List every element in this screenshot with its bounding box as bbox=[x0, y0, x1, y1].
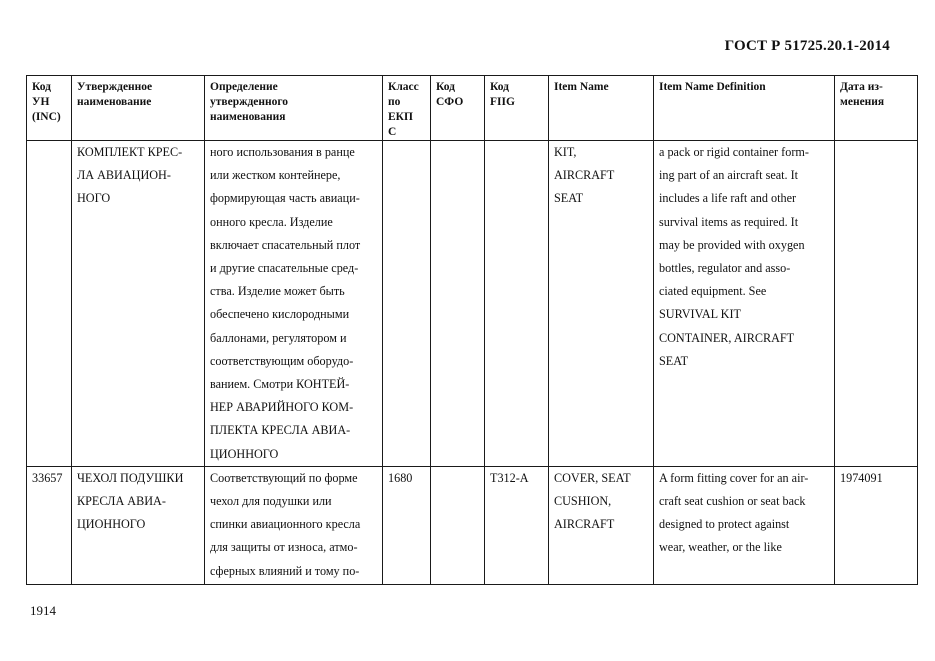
cell-approved-name bbox=[72, 141, 205, 467]
cell-code-sfo bbox=[431, 141, 485, 467]
cell-text-line: 33657 bbox=[32, 470, 63, 485]
cell-text-line: для защиты от износа, атмо- bbox=[210, 540, 358, 555]
cell-code-sfo bbox=[431, 466, 485, 584]
cell-text-line: НЕР АВАРИЙНОГО КОМ- bbox=[210, 400, 354, 415]
header-text-line: Код bbox=[490, 81, 510, 93]
header-text-line: наименование bbox=[77, 96, 152, 108]
cell-text-line: ства. Изделие может быть bbox=[210, 284, 345, 299]
cell-text-line: ЦИОННОГО bbox=[210, 446, 279, 461]
cell-text-line: чехол для подушки или bbox=[210, 494, 332, 509]
header-item-name-definition bbox=[654, 76, 835, 141]
cell-text-line: a pack or rigid container form- bbox=[659, 145, 809, 159]
cell-text-line: designed to protect against bbox=[659, 517, 790, 532]
cell-text-line: 1974091 bbox=[840, 470, 883, 485]
cell-text-line: ing part of an aircraft seat. It bbox=[659, 168, 799, 183]
cell-code-fiig bbox=[485, 466, 549, 584]
cell-text-line: НОГО bbox=[77, 191, 111, 206]
document-title: ГОСТ Р 51725.20.1-2014 bbox=[724, 38, 890, 54]
header-text-line: ЕКП bbox=[388, 111, 413, 123]
header-definition bbox=[205, 76, 383, 141]
cell-text-line: AIRCRAFT bbox=[554, 517, 615, 532]
cell-text-line: craft seat cushion or seat back bbox=[659, 494, 806, 509]
header-approved-name bbox=[72, 76, 205, 141]
header-text-line: Код bbox=[436, 81, 456, 93]
cell-text-line: A form fitting cover for an air- bbox=[659, 470, 809, 485]
cell-text-line: T312-A bbox=[490, 470, 529, 485]
header-class-ekps bbox=[383, 76, 431, 141]
cell-code-un bbox=[27, 141, 72, 467]
header-code-fiig bbox=[485, 76, 549, 141]
cell-change-date bbox=[835, 141, 918, 467]
header-text-line: менения bbox=[840, 96, 885, 108]
cell-change-date bbox=[835, 466, 918, 584]
cell-text-line: ciated equipment. See bbox=[659, 284, 767, 299]
cell-text-line: 1680 bbox=[388, 470, 413, 485]
cell-definition bbox=[205, 141, 383, 467]
cell-text-line: ванием. Смотри КОНТЕЙ- bbox=[210, 377, 350, 392]
item-names-table bbox=[26, 75, 918, 585]
header-item-name bbox=[549, 76, 654, 141]
cell-text-line: обеспечено кислородными bbox=[210, 307, 350, 322]
cell-text-line: AIRCRAFT bbox=[554, 168, 615, 183]
cell-text-line: или жестком контейнере, bbox=[210, 168, 341, 183]
cell-text-line: сферных влияний и тому по- bbox=[210, 563, 360, 578]
cell-text-line: ЦИОННОГО bbox=[77, 517, 146, 532]
cell-text-line: CUSHION, bbox=[554, 494, 612, 509]
header-code-un bbox=[27, 76, 72, 141]
header-text-line: Утвержденное bbox=[77, 81, 153, 93]
cell-text-line: онного кресла. Изделие bbox=[210, 214, 333, 229]
cell-text-line: bottles, regulator and asso- bbox=[659, 261, 791, 276]
header-text-line: Дата из- bbox=[840, 81, 883, 93]
cell-text-line: включает спасательный плот bbox=[210, 237, 361, 252]
table-row bbox=[27, 466, 918, 584]
header-text-line: Item Name bbox=[554, 81, 609, 93]
cell-text-line: SURVIVAL KIT bbox=[659, 307, 741, 322]
cell-text-line: ЧЕХОЛ ПОДУШКИ bbox=[77, 470, 184, 485]
cell-text-line: баллонами, регулятором и bbox=[210, 330, 347, 345]
header-text-line: (INC) bbox=[32, 111, 61, 123]
cell-text-line: COVER, SEAT bbox=[554, 470, 631, 485]
cell-item-name-definition bbox=[654, 466, 835, 584]
cell-text-line: спинки авиационного кресла bbox=[210, 517, 361, 532]
cell-text-line: KIT, bbox=[554, 145, 577, 159]
cell-text-line: SEAT bbox=[554, 191, 584, 206]
header-text-line: утвержденного bbox=[210, 96, 289, 108]
header-text-line: Код bbox=[32, 81, 52, 93]
header-text-line: СФО bbox=[436, 96, 464, 108]
header-text-line: наименования bbox=[210, 111, 286, 123]
cell-code-un bbox=[27, 466, 72, 584]
cell-text-line: survival items as required. It bbox=[659, 214, 799, 229]
header-change-date bbox=[835, 76, 918, 141]
cell-class-ekps bbox=[383, 141, 431, 467]
page-number: 1914 bbox=[30, 603, 56, 618]
header-text-line: С bbox=[388, 126, 397, 138]
cell-text-line: ПЛЕКТА КРЕСЛА АВИА- bbox=[210, 423, 351, 438]
cell-text-line: соответствующим оборудо- bbox=[210, 353, 354, 368]
header-text-line: по bbox=[388, 96, 401, 108]
header-text-line: УН bbox=[32, 96, 50, 108]
cell-text-line: includes a life raft and other bbox=[659, 191, 797, 206]
table-header-row bbox=[27, 76, 918, 141]
cell-item-name-definition bbox=[654, 141, 835, 467]
header-text-line: FIIG bbox=[490, 96, 515, 108]
header-text-line: Класс bbox=[388, 81, 419, 93]
cell-text-line: may be provided with oxygen bbox=[659, 237, 805, 252]
cell-code-fiig bbox=[485, 141, 549, 467]
cell-text-line: и другие спасательные сред- bbox=[210, 261, 359, 276]
cell-text-line: формирующая часть авиаци- bbox=[210, 191, 360, 206]
header-code-sfo bbox=[431, 76, 485, 141]
cell-text-line: ного использования в ранце bbox=[210, 145, 355, 159]
cell-text-line: SEAT bbox=[659, 353, 689, 368]
cell-definition bbox=[205, 466, 383, 584]
header-text-line: Определение bbox=[210, 81, 278, 93]
cell-text-line: КРЕСЛА АВИА- bbox=[77, 494, 166, 509]
cell-item-name bbox=[549, 466, 654, 584]
header-text-line: Item Name Definition bbox=[659, 81, 766, 93]
cell-item-name bbox=[549, 141, 654, 467]
cell-text-line: ЛА АВИАЦИОН- bbox=[77, 168, 171, 183]
cell-approved-name bbox=[72, 466, 205, 584]
cell-text-line: wear, weather, or the like bbox=[659, 540, 782, 555]
table-row bbox=[27, 141, 918, 467]
cell-text-line: CONTAINER, AIRCRAFT bbox=[659, 330, 795, 345]
cell-text-line: Соответствующий по форме bbox=[210, 470, 358, 485]
cell-class-ekps bbox=[383, 466, 431, 584]
cell-text-line: КОМПЛЕКТ КРЕС- bbox=[77, 145, 183, 159]
